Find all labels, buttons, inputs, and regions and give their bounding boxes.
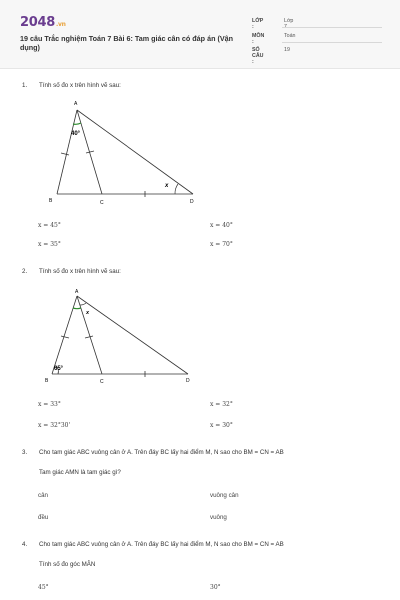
- question-number: 1.: [22, 82, 28, 89]
- answer-option-a[interactable]: x = 45°: [38, 222, 61, 229]
- answer-option-a[interactable]: 45°: [38, 584, 49, 591]
- angle-x-label: x: [86, 310, 90, 316]
- answer-option-b[interactable]: x = 32°: [210, 401, 233, 408]
- vertex-B-label: B: [45, 378, 49, 384]
- vertex-B-label: B: [49, 198, 53, 204]
- vertex-A-label: A: [74, 101, 78, 107]
- meta-count-label: SỐ CÂU :: [252, 47, 264, 65]
- question-text: Cho tam giác ABC vuông cân ở A. Trên đáy BC lấy hai điểm M, N sao cho BM = CN = AB: [39, 541, 284, 548]
- meta-divider: [282, 42, 382, 43]
- angle-x-label: x: [165, 183, 169, 189]
- site-logo[interactable]: [20, 15, 66, 30]
- answer-option-d[interactable]: x = 30°: [210, 422, 233, 429]
- angle-B-label: 65°: [54, 366, 64, 372]
- question-text: Tính số đo x trên hình vẽ sau:: [39, 82, 121, 89]
- vertex-C-label: C: [100, 379, 104, 385]
- answer-option-b[interactable]: vuông cân: [210, 492, 239, 499]
- angle-arc-x: [80, 303, 86, 305]
- segment-AD: [77, 296, 188, 374]
- question-1-figure: [35, 98, 205, 213]
- tick-AB: [61, 336, 69, 338]
- answer-option-d[interactable]: x = 70°: [210, 241, 233, 248]
- answer-option-c[interactable]: x = 35°: [38, 241, 61, 248]
- vertex-A-label: A: [75, 289, 79, 295]
- vertex-D-label: D: [190, 199, 194, 205]
- vertex-D-label: D: [186, 378, 190, 384]
- answer-option-d[interactable]: vuông: [210, 514, 227, 521]
- answer-option-c[interactable]: x = 32°30': [38, 422, 71, 429]
- logo-suffix-text: .vn: [55, 21, 66, 28]
- answer-option-b[interactable]: 30°: [210, 584, 221, 591]
- question-4-subtext: Tính số đo góc MÂN: [39, 561, 96, 568]
- angle-arc-D: [175, 184, 178, 194]
- meta-subject-label: MÔN :: [252, 33, 265, 45]
- question-text: Tính số đo x trên hình vẽ sau:: [39, 268, 121, 275]
- answer-option-c[interactable]: đều: [38, 514, 49, 521]
- question-number: 3.: [22, 449, 28, 456]
- meta-subject-value: Toán: [284, 33, 296, 39]
- meta-count-value: 19: [284, 47, 290, 53]
- logo-main-text: 2048: [20, 15, 55, 30]
- meta-divider: [282, 27, 382, 28]
- answer-option-a[interactable]: x = 33°: [38, 401, 61, 408]
- segment-AB: [57, 110, 77, 194]
- meta-grade-label: LỚP :: [252, 18, 264, 30]
- meta-grade-value: Lớp 7: [284, 18, 294, 30]
- question-3-subtext: Tam giác AMN là tam giác gì?: [39, 469, 121, 476]
- question-number: 4.: [22, 541, 28, 548]
- question-2-figure: [40, 286, 205, 386]
- answer-option-b[interactable]: x = 40°: [210, 222, 233, 229]
- tick-AC: [85, 336, 93, 338]
- angle-A-label: 40°: [71, 131, 81, 137]
- document-title: 19 câu Trắc nghiệm Toán 7 Bài 6: Tam giác cân có đáp án (Vận dụng): [20, 34, 234, 52]
- question-text: Cho tam giác ABC vuông cân ở A. Trên đáy BC lấy hai điểm M, N sao cho BM = CN = AB: [39, 449, 284, 456]
- vertex-C-label: C: [100, 200, 104, 206]
- segment-AD: [77, 110, 193, 194]
- tick-AB: [61, 153, 69, 155]
- document-header: [0, 0, 400, 69]
- answer-option-a[interactable]: cân: [38, 492, 48, 499]
- angle-arc-A: [73, 308, 81, 309]
- question-number: 2.: [22, 268, 28, 275]
